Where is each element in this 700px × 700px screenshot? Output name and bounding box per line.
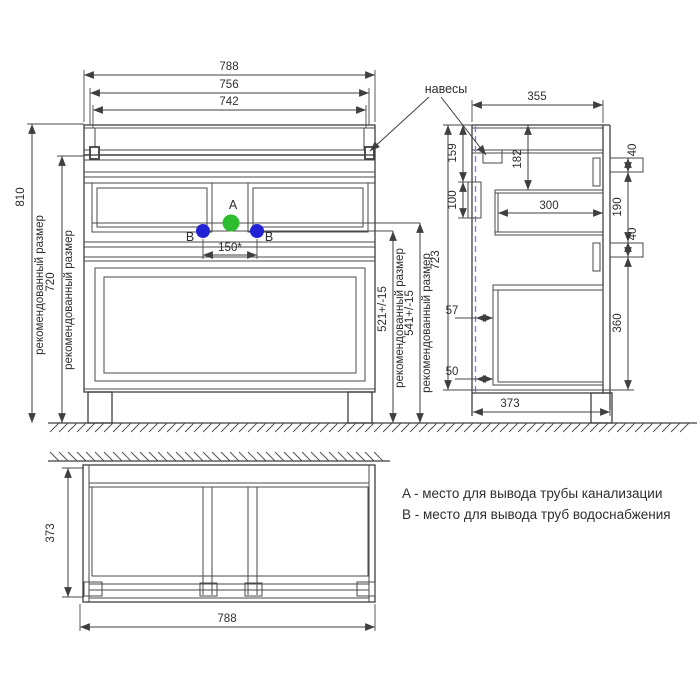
hangers-label: навесы xyxy=(424,82,468,96)
legend-line-a: A - место для вывода трубы канализации xyxy=(402,486,663,501)
dim-57-label: 57 xyxy=(445,305,459,317)
dim-100-label: 100 xyxy=(447,190,459,210)
wall-bracket-side xyxy=(468,182,481,218)
dim-541-recommended-label: рекомендованный размер xyxy=(421,253,433,393)
front-width-dimensions xyxy=(84,61,375,128)
right-height-dimensions xyxy=(377,125,472,423)
dim-373-side-label: 373 xyxy=(500,398,520,410)
hangers-callout xyxy=(370,82,486,155)
left-height-dimensions xyxy=(15,124,84,423)
dim-159-label: 159 xyxy=(447,143,459,163)
point-b-right-label: B xyxy=(264,230,274,244)
pipe-outlet-points xyxy=(92,198,420,259)
dim-50-label: 50 xyxy=(445,366,459,378)
point-a-label: A xyxy=(228,198,238,212)
wall-mount-upper xyxy=(610,158,643,172)
dim-720-label: 720 xyxy=(45,272,57,292)
hanger-left-front xyxy=(90,147,99,159)
legend-line-b: B - место для вывода труб водоснабжения xyxy=(402,507,671,522)
dim-150-label: 150* xyxy=(218,242,242,254)
bottom-view-drawing xyxy=(48,452,390,602)
front-view-drawing xyxy=(84,125,375,423)
wall-mount-lower xyxy=(610,243,643,257)
point-b-right-water-dot xyxy=(250,224,264,238)
dim-40-lower-label: 40 xyxy=(627,227,639,241)
ground-hatch xyxy=(48,423,697,432)
legend xyxy=(402,486,671,522)
dim-190-label: 190 xyxy=(612,197,624,217)
point-b-left-water-dot xyxy=(196,224,210,238)
dim-742-label: 742 xyxy=(219,96,239,108)
dim-541-label: 541+/-15 xyxy=(404,290,416,336)
dim-788-top-label: 788 xyxy=(219,61,239,73)
dim-810-label: 810 xyxy=(15,187,27,207)
point-a-drain-dot xyxy=(223,215,240,232)
dim-521-label: 521+/-15 xyxy=(377,286,389,332)
hanger-side xyxy=(483,150,502,163)
dim-182-label: 182 xyxy=(512,149,524,169)
dim-300-label: 300 xyxy=(539,200,559,212)
dim-355-label: 355 xyxy=(527,91,547,103)
side-view-drawing xyxy=(468,125,643,423)
dim-756-label: 756 xyxy=(219,79,239,91)
dim-360-label: 360 xyxy=(612,313,624,333)
dim-720-recommended-label: рекомендованный размер xyxy=(63,230,75,370)
dim-723-label: 723 xyxy=(430,250,442,270)
dim-788-bottom-label: 788 xyxy=(217,613,237,625)
dim-810-recommended-label: рекомендованный размер xyxy=(34,215,46,355)
bottom-view-dimensions xyxy=(45,468,375,631)
dim-521-recommended-label: рекомендованный размер xyxy=(394,248,406,388)
point-b-left-label: B xyxy=(185,230,195,244)
dim-373-bottom-label: 373 xyxy=(45,523,57,543)
dim-40-upper-label: 40 xyxy=(627,143,639,157)
